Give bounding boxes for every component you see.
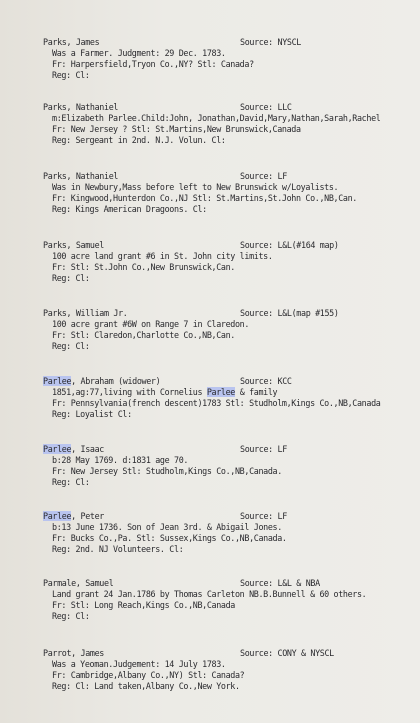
record-line: Reg: 2nd. NJ Volunteers. Cl: [52,544,184,554]
record-line: Fr: Kingwood,Hunterdon Co.,NJ Stl: St.Martins,St.John Co.,NB,Can. [52,193,357,203]
record-line: Fr: New Jersey ? Stl: St.Martins,New Brunswick,Canada [52,124,301,134]
record-line: Fr: New Jersey Stl: Studholm,Kings Co.,NB,Canada. [52,466,282,476]
record-parks-nathaniel-1 [0,102,420,146]
record-line: Reg: Cl: [52,70,90,80]
record-parlee-isaac [0,444,420,488]
record-line: Fr: Bucks Co.,Pa. Stl: Sussex,Kings Co.,NB,Canada. [52,533,287,543]
record-parks-william-jr [0,308,420,352]
record-parrot-james [0,648,420,692]
record-source: Source: L&L(#164 map) [240,240,339,250]
record-line-text: 1851,ag:77,living with Cornelius [52,387,207,397]
record-parks-james [0,37,420,81]
record-line: Was a Yeoman.Judgement: 14 July 1783. [52,659,226,669]
record-line: Fr: Pennsylvania(french descent)1783 Stl: Studholm,Kings Co.,NB,Canada [52,398,381,408]
record-source: Source: L&L & NBA [240,578,320,588]
record-line: b:13 June 1736. Son of Jean 3rd. & Abigail Jones. [52,522,282,532]
record-line: 100 acre grant #6W on Range 7 in Claredon. [52,319,250,329]
record-line: Reg: Sergeant in 2nd. N.J. Volun. Cl: [52,135,226,145]
record-line: Fr: Stl: Long Reach,Kings Co.,NB,Canada [52,600,235,610]
record-line: Was in Newbury,Mass before left to New Brunswick w/Loyalists. [52,182,339,192]
record-line: Fr: Harpersfield,Tryon Co.,NY? Stl: Canada? [52,59,254,69]
record-name: Parks, Nathaniel [43,102,119,112]
record-line: b:28 May 1769. d:1831 age 70. [52,455,189,465]
search-highlight: Parlee [43,376,72,386]
search-highlight: Parlee [206,387,235,397]
record-source: Source: KCC [240,376,292,386]
record-line: Reg: Kings American Dragoons. Cl: [52,204,207,214]
record-line [52,387,277,398]
record-line: Reg: Cl: [52,611,90,621]
record-name [43,376,160,387]
record-name: Parrot, James [43,648,104,658]
record-name: Parks, James [43,37,100,47]
record-source: Source: NYSCL [240,37,301,47]
record-name-rest: , Abraham (widower) [71,376,161,386]
record-source: Source: LF [240,171,287,181]
record-line: Land grant 24 Jan.1786 by Thomas Carleton NB.B.Bunnell & 60 others. [52,589,367,599]
record-line: Was a Farmer. Judgment: 29 Dec. 1783. [52,48,226,58]
search-highlight: Parlee [43,444,72,454]
record-parks-nathaniel-2 [0,171,420,215]
record-name [43,444,104,455]
record-source: Source: CONY & NYSCL [240,648,334,658]
record-name: Parks, Nathaniel [43,171,119,181]
record-line: Fr: Stl: Claredon,Charlotte Co.,NB,Can. [52,330,235,340]
record-name: Parks, Samuel [43,240,104,250]
record-parlee-peter [0,511,420,555]
record-source: Source: LF [240,444,287,454]
record-name: Parmale, Samuel [43,578,114,588]
record-parlee-abraham [0,376,420,420]
record-line: Reg: Cl: [52,341,90,351]
record-name [43,511,104,522]
record-line: Fr: Stl: St.John Co.,New Brunswick,Can. [52,262,235,272]
search-highlight: Parlee [43,511,72,521]
record-line-text: & family [235,387,278,397]
record-name: Parks, William Jr. [43,308,128,318]
record-line: Reg: Loyalist Cl: [52,409,132,419]
record-parmale-samuel [0,578,420,622]
record-source: Source: LLC [240,102,292,112]
record-line: Reg: Cl: Land taken,Albany Co.,New York. [52,681,240,691]
record-name-rest: , Isaac [71,444,105,454]
record-name-rest: , Peter [71,511,105,521]
record-line: Fr: Cambridge,Albany Co.,NY) Stl: Canada? [52,670,245,680]
record-line: 100 acre land grant #6 in St. John city limits. [52,251,273,261]
record-line: Reg: Cl: [52,273,90,283]
record-source: Source: LF [240,511,287,521]
record-line: Reg: Cl: [52,477,90,487]
record-line: m:Elizabeth Parlee.Child:John, Jonathan,David,Mary,Nathan,Sarah,Rachel [52,113,381,123]
record-parks-samuel [0,240,420,284]
record-source: Source: L&L(map #155) [240,308,339,318]
